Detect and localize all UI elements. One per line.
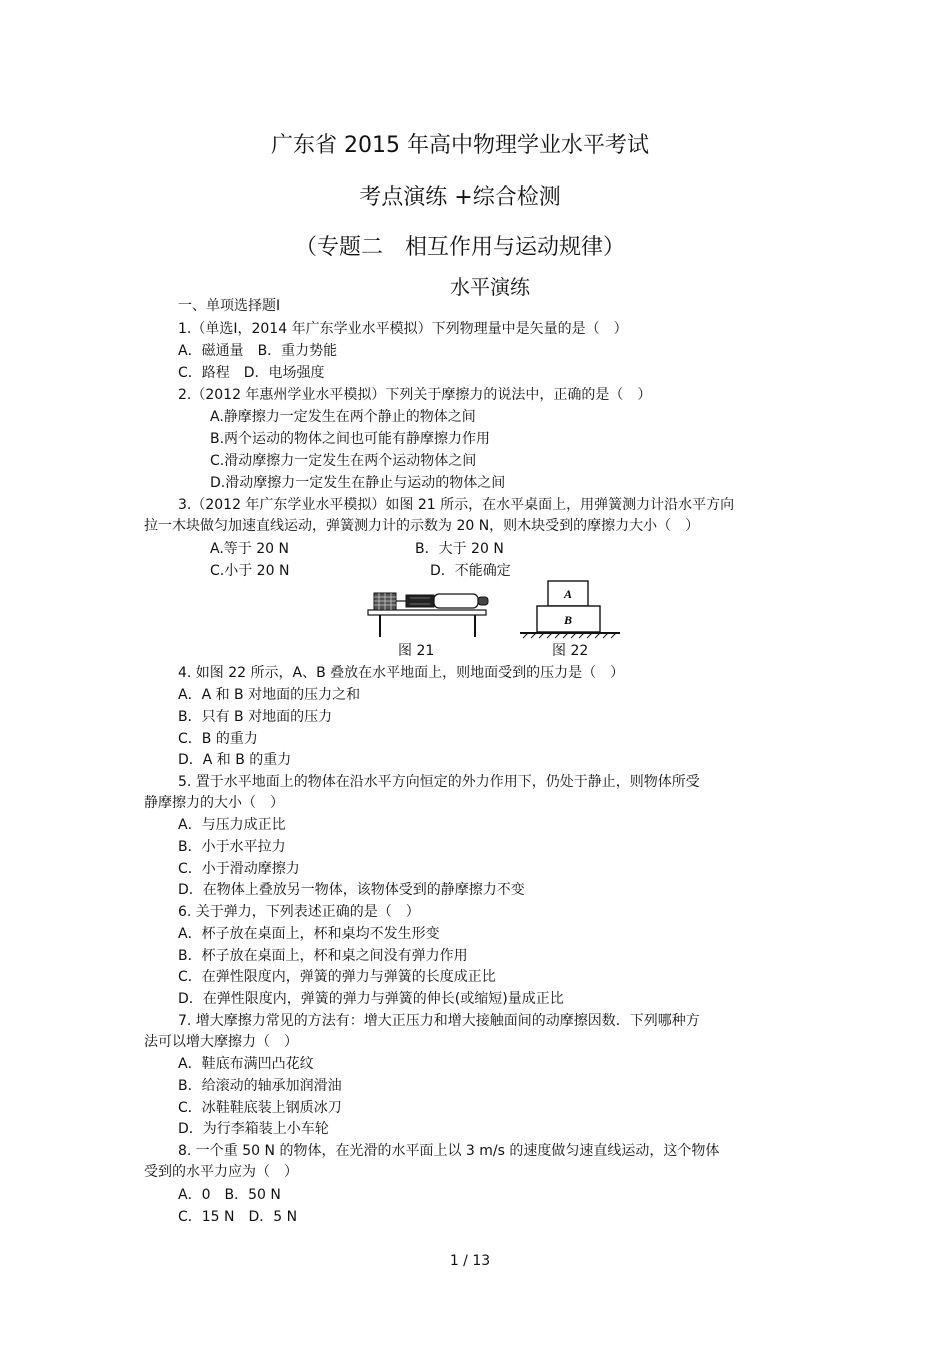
q8-options-cd: C．15 N D．5 N: [178, 1209, 298, 1225]
q8-stem-line2: 受到的水平力应为（ ）: [144, 1164, 298, 1180]
q7-option-b: B．给滚动的轴承加润滑油: [178, 1078, 342, 1094]
q5-option-d: D．在物体上叠放另一物体，该物体受到的静摩擦力不变: [178, 882, 525, 898]
q8-options-ab: A．0 B．50 N: [178, 1187, 281, 1203]
q3-stem-line2: 拉一木块做匀加速直线运动，弹簧测力计的示数为 20 N，则木块受到的摩擦力大小（ ）: [144, 518, 700, 534]
q2-option-b: B.两个运动的物体之间也可能有静摩擦力作用: [210, 431, 491, 447]
q3-option-c: C.小于 20 N: [210, 563, 290, 579]
figure-22-label-b: B: [563, 613, 573, 627]
q5-option-b: B．小于水平拉力: [178, 839, 286, 855]
figure-22-label-a: A: [563, 587, 573, 601]
figure-21-caption: 图 21: [398, 643, 435, 659]
figure-21-spring-scale: [360, 585, 500, 640]
q4-option-d: D．A 和 B 的重力: [178, 752, 292, 768]
q5-option-a: A．与压力成正比: [178, 817, 286, 833]
section-title: 水平演练: [450, 275, 530, 299]
q2-option-a: A.静摩擦力一定发生在两个静止的物体之间: [210, 409, 476, 425]
doc-topic: （专题二 相互作用与运动规律）: [294, 235, 625, 260]
q7-stem-line1: 7. 增大摩擦力常见的方法有：增大正压力和增大接触面间的动摩擦因数．下列哪种方: [178, 1013, 700, 1029]
q6-option-a: A．杯子放在桌面上，杯和桌均不发生形变: [178, 926, 440, 942]
q7-stem-line2: 法可以增大摩擦力（ ）: [144, 1034, 298, 1050]
q6-option-c: C．在弹性限度内，弹簧的弹力与弹簧的长度成正比: [178, 969, 496, 985]
q3-option-d: D．不能确定: [430, 563, 511, 579]
q4-option-a: A．A 和 B 对地面的压力之和: [178, 687, 361, 703]
q6-option-d: D．在弹性限度内，弹簧的弹力与弹簧的伸长(或缩短)量成正比: [178, 991, 564, 1007]
page-number: 1 / 13: [449, 1253, 491, 1269]
figure-22-stacked-blocks: [515, 578, 625, 640]
q7-option-d: D．为行李箱装上小车轮: [178, 1121, 329, 1137]
q7-option-a: A．鞋底布满凹凸花纹: [178, 1056, 314, 1072]
q2-option-c: C.滑动摩擦力一定发生在两个运动物体之间: [210, 453, 477, 469]
q3-stem-line1: 3.（2012 年广东学业水平模拟）如图 21 所示，在水平桌面上，用弹簧测力计沿水平方向: [178, 497, 735, 513]
q4-option-c: C．B 的重力: [178, 731, 258, 747]
q1-options-cd: C．路程 D．电场强度: [178, 365, 325, 381]
q3-option-a: A.等于 20 N: [210, 541, 289, 557]
q7-option-c: C．冰鞋鞋底装上钢质冰刀: [178, 1100, 342, 1116]
q1-options-ab: A．磁通量 B．重力势能: [178, 343, 338, 359]
part-heading: 一、单项选择题Ⅰ: [178, 298, 281, 314]
doc-subtitle: 考点演练 +综合检测: [359, 185, 561, 210]
figure-22-caption: 图 22: [552, 643, 589, 659]
q2-stem: 2.（2012 年惠州学业水平模拟）下列关于摩擦力的说法中，正确的是（ ）: [178, 387, 652, 403]
q6-option-b: B．杯子放在桌面上，杯和桌之间没有弹力作用: [178, 948, 468, 964]
q5-stem-line2: 静摩擦力的大小（ ）: [144, 795, 284, 811]
q2-option-d: D.滑动摩擦力一定发生在静止与运动的物体之间: [210, 475, 506, 491]
q1-stem: 1.（单选Ⅰ，2014 年广东学业水平模拟）下列物理量中是矢量的是（ ）: [178, 321, 628, 337]
q4-option-b: B．只有 B 对地面的压力: [178, 709, 333, 725]
doc-title: 广东省 2015 年高中物理学业水平考试: [271, 133, 649, 158]
q3-option-b: B．大于 20 N: [415, 541, 504, 557]
q5-option-c: C．小于滑动摩擦力: [178, 861, 300, 877]
q5-stem-line1: 5. 置于水平地面上的物体在沿水平方向恒定的外力作用下，仍处于静止，则物体所受: [178, 774, 700, 790]
q4-stem: 4. 如图 22 所示，A、B 叠放在水平地面上，则地面受到的压力是（ ）: [178, 665, 625, 681]
q6-stem: 6. 关于弹力，下列表述正确的是（ ）: [178, 904, 420, 920]
q8-stem-line1: 8. 一个重 50 N 的物体，在光滑的水平面上以 3 m/s 的速度做匀速直线运动，这个物体: [178, 1143, 720, 1159]
